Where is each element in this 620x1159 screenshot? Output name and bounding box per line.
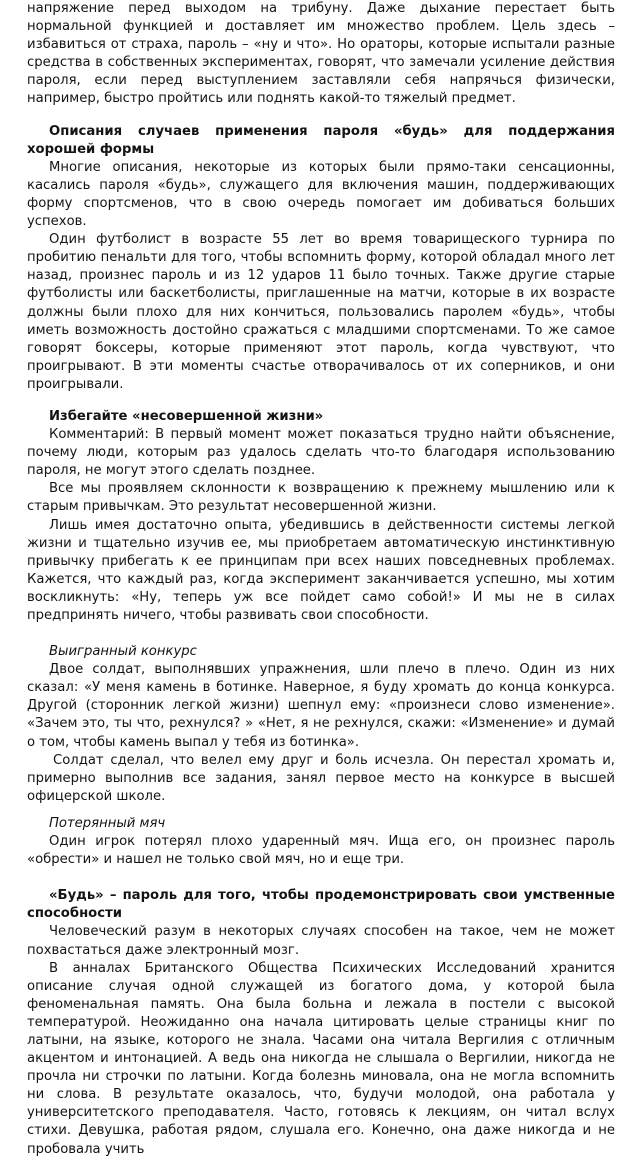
section-heading-imperfect-life: Избегайте «несовершенной жизни»	[49, 408, 324, 424]
paragraph: Солдат сделал, что велел ему друг и боль исчезла. Он перестал хромать и, примерно выполнив все задания, занял первое место на конкурсе в высшей офицерской школе.	[27, 752, 615, 804]
intro-paragraph: напряжение перед выходом на трибуну. Даже дыхание перестает быть нормальной функцией и доставляет им множество проблем. Цель здесь – избавиться от страха, пароль – «ну и что». Но ораторы, которые испытали разные средства в собственных экспериментах, говорят, что замечали усиление действия пароля, если перед выступлением заставляли себя напрячься физически, например, быстро пройтись или поднять какой-то тяжелый предмет.	[27, 1, 615, 107]
paragraph: Человеческий разум в некоторых случаях способен на такое, чем не может похвастаться даже электронный мозг.	[27, 924, 615, 958]
story-title-contest: Выигранный конкурс	[49, 644, 197, 660]
spacer	[27, 394, 615, 408]
spacer	[27, 625, 615, 643]
story-title-lost-ball: Потерянный мяч	[49, 815, 166, 831]
spacer	[27, 109, 615, 123]
paragraph: Двое солдат, выполнявших упражнения, шли плечо в плечо. Один из них сказал: «У меня камень в ботинке. Наверное, я буду хромать до конца конкурса. Другой (сторонник легкой жизни) шепнул ему: «произнеси слово изменение». «Зачем это, ты что, рехнулся? » «Нет, я не рехнулся, скажи: «Изменение» и думай о том, чтобы камень выпал у тебя из ботинка».	[27, 662, 615, 750]
spacer	[27, 806, 615, 815]
paragraph: Все мы проявляем склонности к возвращению к прежнему мышлению или к старым привычкам. Это результат несовершенной жизни.	[27, 481, 615, 515]
spacer	[27, 869, 615, 887]
section-heading-forma: Описания случаев применения пароля «будь» для поддержания хорошей формы	[27, 123, 615, 157]
paragraph: Лишь имея достаточно опыта, убедившись в действенности системы легкой жизни и тщательно изучив ее, мы приобретаем автоматическую инстинктивную привычку прибегать к ее принципам при всех наших повседневных проблемах. Кажется, что каждый раз, когда эксперимент заканчивается успешно, мы хотим воскликнуть: «Ну, теперь уж все пойдет само собой!» И мы не в силах предпринять ничего, чтобы развивать свои способности.	[27, 517, 615, 623]
paragraph: Многие описания, некоторые из которых были прямо-таки сенсационны, касались пароля «будь», служащего для включения машин, поддерживающих форму спортсменов, что в свою очередь помогает им добиваться больших успехов.	[27, 159, 615, 230]
paragraph: В анналах Британского Общества Психических Исследований хранится описание случая одной служащей из богатого дома, у которой была феноменальная память. Она была больна и лежала в постели с высокой температурой. Неожиданно она начала цитировать целые страницы книг по латыни, на языке, которого не знала. Часами она читала Вергилия с отличным акцентом и интонацией. А ведь она никогда не слышала о Вергилии, никогда не прочла ни строчки по латыни. Когда болезнь миновала, она не могла вспомнить ни слова. В результате оказалось, что, будучи молодой, она работала у университетского преподавателя. Часто, готовясь к лекциям, он читал вслух стихи. Девушка, работая рядом, слушала его. Конечно, она даже никогда и не пробовала учить	[27, 960, 615, 1157]
paragraph: Комментарий: В первый момент может показаться трудно найти объяснение, почему люди, которым раз удалось сделать что-то благодаря использованию пароля, не могут этого сделать позднее.	[27, 427, 615, 479]
paragraph: Один футболист в возрасте 55 лет во время товарищеского турнира по пробитию пенальти для того, чтобы вспомнить форму, которой обладал много лет назад, произнес пароль и из 12 ударов 11 было точных. Также другие старые футболисты или баскетболисты, приглашенные на матчи, которые в их возрасте должны были плохо для них кончиться, пользовались паролем «будь», чтобы иметь возможность достойно сражаться с младшими спортсменами. То же самое говорят боксеры, которые применяют этот пароль, когда чувствуют, что проигрывают. В эти моменты счастье отворачивалось от их соперников, и они проигрывали.	[27, 232, 615, 392]
paragraph: Один игрок потерял плохо ударенный мяч. Ища его, он произнес пароль «обрести» и нашел не только свой мяч, но и еще три.	[27, 834, 615, 868]
section-heading-mental-abilities: «Будь» – пароль для того, чтобы продемонстрировать свои умственные способности	[27, 888, 615, 922]
